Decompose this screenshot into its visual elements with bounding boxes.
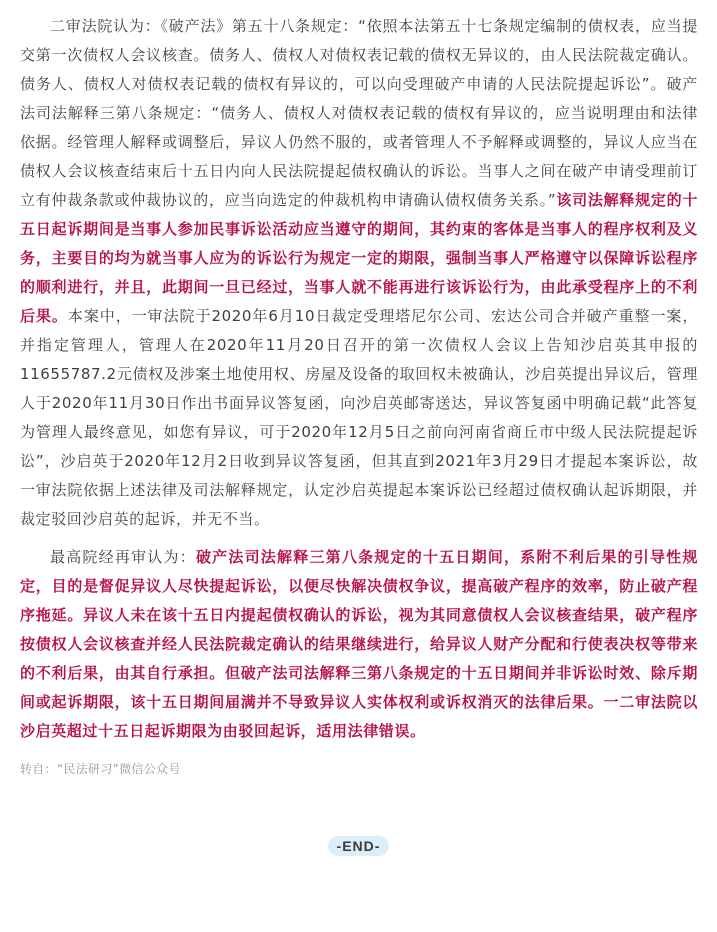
paragraph-second-instance-opinion	[20, 12, 698, 534]
paragraph-lead-text: 最高院经再审认为：	[50, 548, 196, 566]
end-marker	[0, 836, 717, 856]
source-attribution: 转自：“民法研习”微信公众号	[20, 762, 181, 776]
paragraph-supreme-court-opinion	[20, 543, 698, 746]
highlighted-text: 破产法司法解释三第八条规定的十五日期间，系附不利后果的引导性规定，目的是督促异议人尽快提起诉讼，以便尽快解决债权争议，提高破产程序的效率，防止破产程序拖延。异议人未在该十五日内提起债权确认的诉讼，视为其同意债权人会议核查结果，破产程序按债权人会议核查并经人民法院裁定确认的结果继续进行，给异议人财产分配和行使表决权等带来的不利后果，由其自行承担。但破产法司法解释三第八条规定的十五日期间并非诉讼时效、除斥期间或起诉期限，该十五日期间届满并不导致异议人实体权利或诉权消灭的法律后果。一二审法院以沙启英超过十五日起诉期限为由驳回起诉，适用法律错误。	[20, 548, 698, 740]
article-body	[20, 12, 698, 777]
highlighted-text: 该司法解释规定的十五日起诉期间是当事人参加民事诉讼活动应当遵守的期间，其约束的客体是当事人的程序权利及义务，主要目的均为就当事人应为的诉讼行为规定一定的期限，强制当事人严格遵守以保障诉讼程序的顺利进行，并且，此期间一旦已经过，当事人就不能再进行该诉讼行为，由此承受程序上的不利后果。	[20, 191, 698, 325]
end-badge: -END-	[328, 836, 390, 856]
paragraph-text: 二审法院认为：《破产法》第五十八条规定：“依照本法第五十七条规定编制的债权表，应当提交第一次债权人会议核查。债务人、债权人对债权表记载的债权无异议的，由人民法院裁定确认。债务人、债权人对债权表记载的债权有异议的，可以向受理破产申请的人民法院提起诉讼”。破产法司法解释三第八条规定：“债务人、债权人对债权表记载的债权有异议的，应当说明理由和法律依据。经管理人解释或调整后，异议人仍然不服的，或者管理人不予解释或调整的，异议人应当在债权人会议核查结束后十五日内向人民法院提起债权确认的诉讼。当事人之间在破产申请受理前订立有仲裁条款或仲裁协议的，应当向选定的仲裁机构申请确认债权债务关系。”	[20, 17, 698, 209]
paragraph-text-case: 本案中，一审法院于2020年6月10日裁定受理塔尼尔公司、宏达公司合并破产重整一案，并指定管理人，管理人在2020年11月20日召开的第一次债权人会议上告知沙启英其申报的11655787.2元债权及涉案土地使用权、房屋及设备的取回权未被确认，沙启英提出异议后，管理人于2020年11月30日作出书面异议答复函，向沙启英邮寄送达，异议答复函中明确记载“此答复为管理人最终意见，如您有异议，可于2020年12月5日之前向河南省商丘市中级人民法院提起诉讼”，沙启英于2020年12月2日收到异议答复函，但其直到2021年3月29日才提起本案诉讼，故一审法院依据上述法律及司法解释规定，认定沙启英提起本案诉讼已经超过债权确认起诉期限，并裁定驳回沙启英的起诉，并无不当。	[20, 307, 698, 528]
